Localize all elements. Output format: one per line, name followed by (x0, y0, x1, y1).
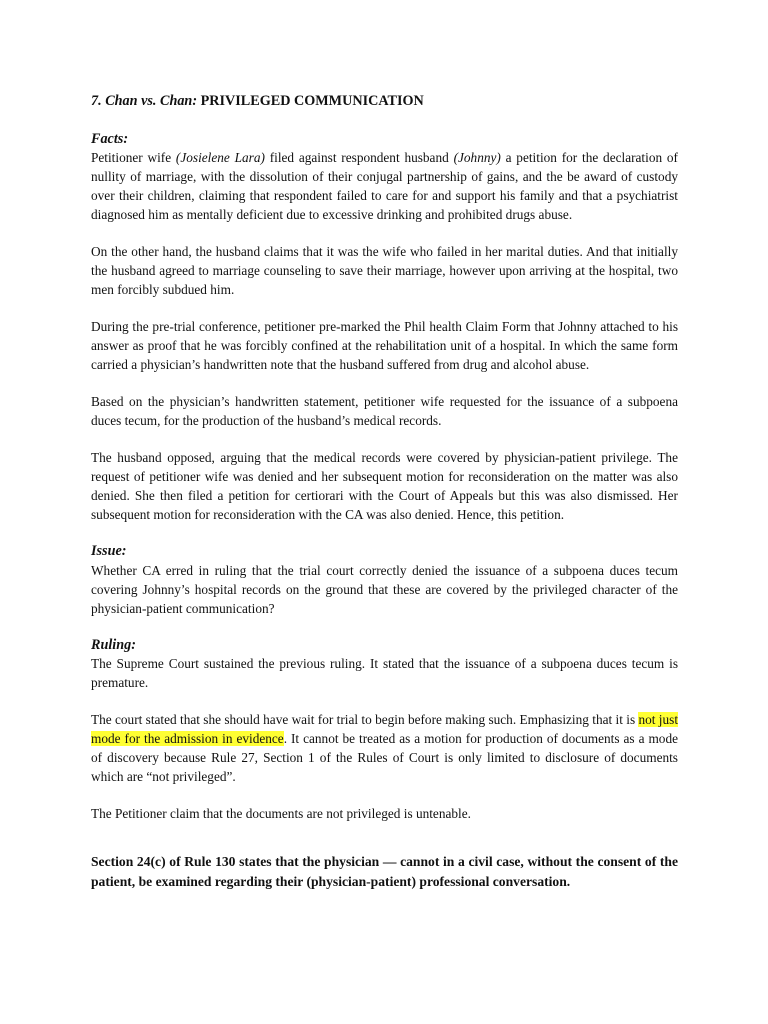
case-topic: PRIVILEGED COMMUNICATION (200, 93, 424, 109)
ruling-paragraph-1: The Supreme Court sustained the previous ruling. It stated that the issuance of a subpoena duces tecum is premature. (91, 656, 678, 690)
ruling-paragraph-2 (91, 710, 678, 786)
respondent-name: (Johnny) (453, 150, 501, 165)
ruling-p2-text-a: The court stated that she should have wait for trial to begin before making such. Emphasizing that it is (91, 712, 639, 727)
issue-paragraph: Whether CA erred in ruling that the trial court correctly denied the issuance of a subpoena duces tecum covering Johnny’s hospital records on the ground that these are covered by the privileged character of the physician-patient communication? (91, 563, 678, 616)
facts-paragraph-2: On the other hand, the husband claims that it was the wife who failed in her marital duties. And that initially the husband agreed to marriage counseling to save their marriage, however upon arriving at the hospital, two men forcibly subdued him. (91, 244, 678, 297)
facts-p1-text-e: a petition for the declaration of nullity of marriage, with the dissolution of their conjugal partnership of gains, and the be award of custody over their children, claiming that respondent failed to care for and support his family and that a psychiatrist diagnosed him as mentally deficient due to excessive drinking and prohibited drugs abuse. (91, 150, 678, 222)
facts-p1-text-a: Petitioner wife (91, 150, 176, 165)
document-page (91, 0, 678, 1024)
facts-paragraph-1 (91, 148, 678, 224)
ruling-p2-text-b: . It cannot be treated as a motion for production of documents as a mode of discovery because Rule 27, Section 1 of the Rules of Court is only limited to disclosure of documents which are “not privileged”. (91, 731, 678, 784)
case-name: 7. Chan vs. Chan: (91, 93, 198, 109)
petitioner-name: (Josielene Lara) (175, 150, 265, 165)
ruling-heading: Ruling: (91, 637, 136, 653)
issue-heading: Issue: (91, 543, 127, 559)
facts-paragraph-4: Based on the physician’s handwritten statement, petitioner wife requested for the issuance of a subpoena duces tecum, for the production of the husband’s medical records. (91, 394, 678, 428)
facts-heading: Facts: (91, 131, 129, 147)
facts-paragraph-3: During the pre-trial conference, petitioner pre-marked the Phil health Claim Form that Johnny attached to his answer as proof that he was forcibly confined at the rehabilitation unit of a hospital. In which the same form carried a physician’s handwritten note that the husband suffered from drug and alcohol abuse. (91, 319, 678, 372)
ruling-paragraph-3: The Petitioner claim that the documents are not privileged is untenable. (91, 806, 471, 821)
facts-paragraph-5: The husband opposed, arguing that the medical records were covered by physician-patient privilege. The request of petitioner wife was denied and her subsequent motion for reconsideration on the matter was also denied. She then filed a petition for certiorari with the Court of Appeals but this was also dismissed. Her subsequent motion for reconsideration with the CA was also denied. Hence, this petition. (91, 450, 678, 522)
ruling-paragraph-4: Section 24(c) of Rule 130 states that the physician — cannot in a civil case, without the consent of the patient, be examined regarding their (physician-patient) professional conversation. (91, 854, 678, 889)
highlighted-text: not just mode for the admission in evidence (91, 712, 679, 746)
facts-p1-text-c: filed against respondent husband (264, 150, 454, 165)
case-title (91, 91, 424, 111)
